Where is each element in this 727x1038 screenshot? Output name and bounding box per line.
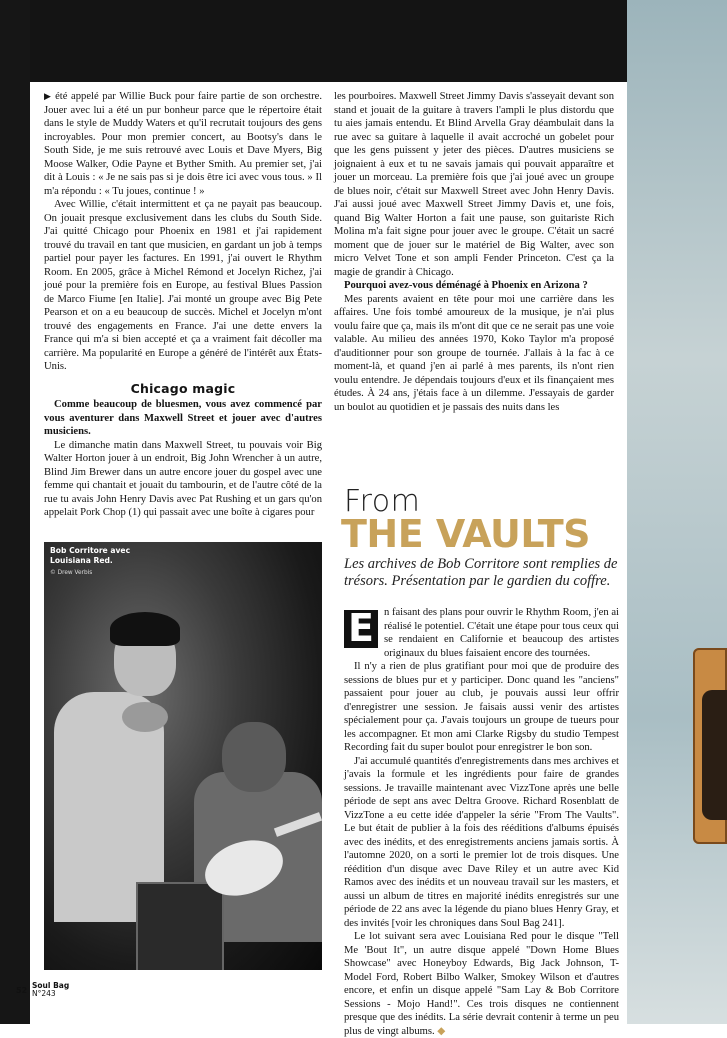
magazine-footer bbox=[32, 982, 69, 998]
question: Pourquoi avez-vous déménagé à Phoenix en Arizona ? bbox=[344, 280, 588, 291]
issue-number: N°243 bbox=[32, 989, 56, 998]
question: Comme beaucoup de bluesmen, vous avez commencé par vous aventurer dans Maxwell Street et jouer avec d'autres musiciens. bbox=[44, 399, 322, 437]
page-number: 52 bbox=[16, 986, 28, 995]
paragraph-text: été appelé par Willie Buck pour faire partie de son orchestre. Jouer avec lui a été un pur bonheur parce que le répertoire était dans le style de Muddy Waters et qu'il recrutait toujours des gens incroyables. Pour mon premier concert, au Bootsy's dans le South Side, je me suis retrouvé avec Louis et Dave Myers, Big Moose Walker, Odie Payne et Byther Smith. Au premier set, j'ai dit à Louis : « Je ne sais pas si je dois être ici avec vous tous. » Il m'a répondu : « Tu joues, continue ! » bbox=[44, 91, 323, 197]
column-right bbox=[344, 606, 619, 1038]
section-deck: Les archives de Bob Corritore sont remplies de trésors. Présentation par le gardien du coffre. bbox=[344, 556, 618, 589]
photo-figure-head bbox=[222, 722, 286, 792]
magazine-name: Soul Bag bbox=[32, 981, 70, 990]
paragraph-text: Le lot suivant sera avec Louisiana Red pour le disque "Tell Me 'Bout It", un autre disque appelé "Down Home Blues Showcase" avec Honeyboy Edwards, Big Jack Johnson, T-Model Ford, Robert Bilbo Walker, Smokey Wilson et d'autres encore, et enfin un disque appelé "Sam Lay & Bob Corritore Sessions - Mojo Hand!". Ces trois disques ne contiennent presque que des inédits. La série devrait contenir à terme un peu plus de vingt albums. bbox=[344, 931, 619, 1037]
subheading: Chicago magic bbox=[130, 380, 236, 396]
paragraph: Mes parents avaient en tête pour moi une carrière dans les affaires. Une fois tombé amoureux de la musique, je n'ai plus voulu faire que ça, mais ils m'ont dit que ce ne serait pas une voie valable. Au milieu des années 1970, Koko Taylor m'a proposé d'auditionner pour son groupe de tournée. J'allais à la fac à ce moment-là, et quand j'en ai parlé à mes parents, ils n'ont rien voulu entendre. Je dépendais toujours d'eux et ils finançaient mes études. À 24 ans, j'étais face à un dilemme. J'essayais de garder un boulot au quotidien et je passais des nuits dans les bbox=[334, 293, 614, 413]
left-black-margin bbox=[0, 0, 30, 1024]
photo-figure-hair bbox=[110, 612, 180, 646]
column-middle bbox=[334, 90, 614, 414]
amplifier-grille bbox=[702, 690, 727, 820]
paragraph bbox=[344, 930, 619, 1038]
section-kicker: From bbox=[344, 484, 421, 519]
photo-credit: © Drew Verbis bbox=[50, 570, 93, 576]
end-mark-icon: ◆ bbox=[437, 1025, 446, 1037]
photo-corritore-louisiana-red bbox=[44, 542, 322, 970]
paragraph bbox=[344, 606, 619, 660]
paragraph-text: n faisant des plans pour ouvrir le Rhythm Room, j'en ai réalisé le potentiel. C'était une étape pour tous ceux qui se rendaient en Californie et beaucoup des artistes originaux du blues faisaient encore des tournées. bbox=[383, 607, 619, 659]
paragraph: J'ai accumulé quantités d'enregistrements dans mes archives et j'avais la formule et les ingrédients pour faire de grandes sessions. Je travaille maintenant avec VizzTone après une belle période de sept ans avec Deltra Groove. Richard Rosenblatt de VizzTone a eu cette idée d'appeler la série "From The Vaults". Le but était de publier à la fois des rééditions d'albums épuisés avec des inédits, et des enregistrements anciens jamais sortis. À l'automne 2020, on a sorti le premier lot de trois disques. Une réédition d'un disque avec Dave Riley et un autre avec Kid Ramos avec des inédits et un nouveau travail sur les masters, et aussi un album de titres en majorité inédits enregistrés sur une période de 22 ans avec la légende du piano blues Henry Gray, et des invités [voir les chroniques dans Soul Bag 241]. bbox=[344, 755, 619, 929]
paragraph: Le dimanche matin dans Maxwell Street, tu pouvais voir Big Walter Horton jouer à un endroit, Big John Wrencher à un autre, Blind Jim Brewer dans un autre encore jouer du gospel avec une femme qui chantait et jouait du tambourin, et de l'autre côté de la rue tu avais John Henry Davis avec Pat Rushing et un gars qu'on appelait Pork Chop (1) qui passait avec une boîte à cigares pour bbox=[44, 439, 322, 518]
harmonica-icon bbox=[122, 702, 168, 732]
continuation-arrow-icon: ▶ bbox=[44, 91, 56, 101]
right-photo-strip bbox=[627, 0, 727, 1024]
photo-caption: Bob Corritore avec Louisiana Red. bbox=[50, 546, 131, 565]
paragraph: Il n'y a rien de plus gratifiant pour moi que de produire des sessions de blues pur et y participer. Donc quand les "anciens" passaient pour jouer au club, je pouvais aussi leur offrir d'enregistrer une session. Je faisais aussi venir des artistes spécialement pour ça. J'avais toujours un groupe de tueurs pour les accompagner. Et mon ami Clarke Rigsby du studio Tempest Recording fait du super boulot pour enregistrer le bon son. bbox=[344, 661, 619, 753]
drop-cap: E bbox=[344, 610, 378, 648]
column-left bbox=[44, 90, 322, 520]
paragraph: les pourboires. Maxwell Street Jimmy Davis s'asseyait devant son stand et jouait de la guitare à travers l'ampli le plus distordu que tu aies jamais entendu. Et Blind Arvella Gray déambulait dans la rue avec sa guitare à laquelle il avait accroché un gobelet pour que les gens puissent y jeter des pièces. D'autres musiciens se joignaient à eux et tu ne savais jamais qui pouvait apparaître et jouer un morceau. La première fois que j'ai joué avec un groupe de blues noir, c'était sur Maxwell Street avec John Henry Davis. J'ai aussi joué avec Maxwell Street Jimmy Davis et, une fois, quand Big Walter Horton a fait une pause, son guitariste Rich Molina m'a fait signe pour jouer avec le groupe. C'était un sacré moment que de jouer sur le matériel de Big Walter, avec son micro Velvet Tone et son ampli Fender Princeton. C'est ça la magie de grandir à Chicago. bbox=[334, 91, 614, 278]
photo-amplifier bbox=[136, 882, 224, 970]
paragraph: Avec Willie, c'était intermittent et ça ne payait pas beaucoup. On jouait presque exclusivement dans les clubs du South Side. J'ai quitté Chicago pour Phoenix en 1981 et j'ai rapidement trouvé du travail en tant que musicien, en gardant un job à temps partiel pour payer les factures. En 1991, j'ai ouvert le Rhythm Room. En 2005, grâce à Michel Rémond et Jocelyn Richez, j'ai joué pour la première fois en Europe, au festival Blues Passion de Marco Fiume [en Italie]. J'ai monté un groupe avec Big Pete Pearson et on a eu beaucoup de succès. Michel et Jocelyn m'ont trouvé des engagements en France. J'ai une dette envers la France qui m'a si bien accepté et ça a vraiment fait décoller ma carrière. Ma popularité en Europe a généré de l'intérêt aux États-Unis. bbox=[44, 199, 322, 372]
top-black-band bbox=[30, 0, 627, 82]
paragraph bbox=[44, 90, 322, 198]
section-title: THE VAULTS bbox=[341, 512, 591, 556]
